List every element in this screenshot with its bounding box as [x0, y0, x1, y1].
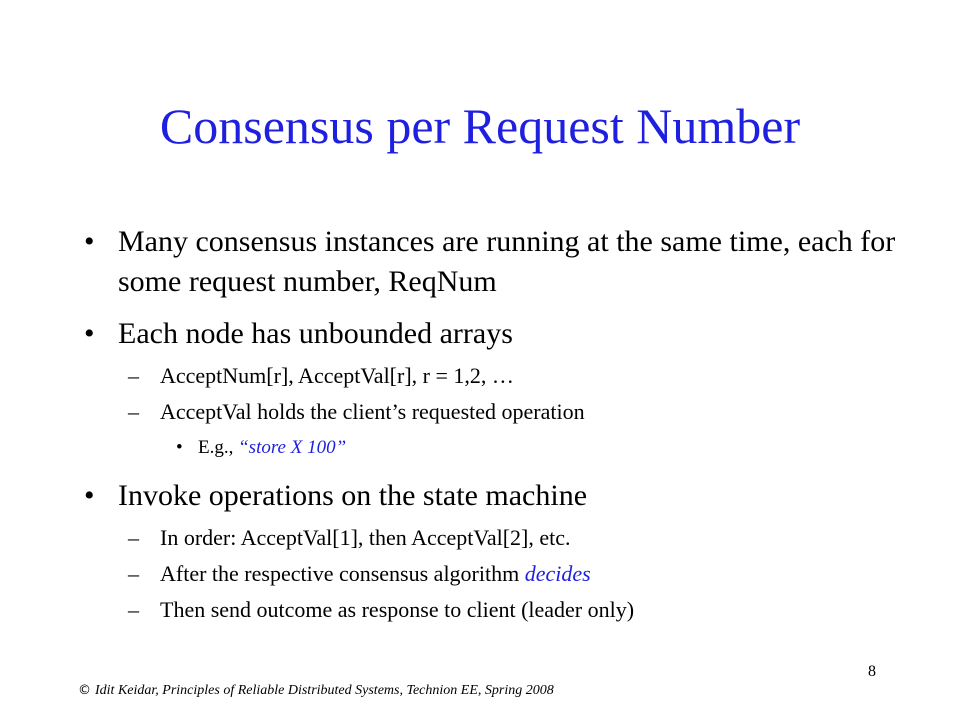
- sub-bullet-item: [78, 360, 898, 392]
- footer-text: Idit Keidar, Principles of Reliable Distributed Systems, Technion EE, Spring 2008: [95, 683, 554, 698]
- sub-bullet-text: Then send outcome as response to client (leader only): [160, 597, 635, 622]
- bullet-glyph: •: [84, 479, 95, 512]
- example-quote: “store X 100”: [238, 437, 347, 458]
- dash-glyph: –: [128, 597, 139, 622]
- bullet-item: [78, 476, 898, 516]
- bullet-item: [78, 314, 898, 354]
- dash-glyph: –: [128, 363, 139, 388]
- example-prefix: E.g.,: [198, 437, 239, 458]
- bullet-text: Many consensus instances are running at the same time, each for some request number, ReqNum: [118, 225, 896, 298]
- bullet-glyph: •: [176, 437, 183, 458]
- copyright-icon: ©: [78, 683, 91, 698]
- sub-bullet-item: [78, 396, 898, 428]
- sub-bullet-text: In order: AcceptVal[1], then AcceptVal[2], etc.: [160, 525, 571, 550]
- page-number: 8: [868, 663, 876, 680]
- sub-bullet-item: [78, 594, 898, 626]
- bullet-glyph: •: [84, 317, 95, 350]
- bullet-text: Invoke operations on the state machine: [118, 479, 588, 512]
- dash-glyph: –: [128, 399, 139, 424]
- sub-bullet-text: AcceptNum[r], AcceptVal[r], r = 1,2, …: [160, 363, 514, 388]
- sub-bullet-text: After the respective consensus algorithm: [160, 561, 525, 586]
- bullet-glyph: •: [84, 225, 95, 258]
- decides-emphasis: decides: [524, 561, 591, 586]
- bullet-item: [78, 222, 898, 302]
- dash-glyph: –: [128, 561, 139, 586]
- sub-bullet-item: [78, 522, 898, 554]
- slide-title: Consensus per Request Number: [159, 98, 801, 154]
- bullet-list: [78, 222, 898, 630]
- dash-glyph: –: [128, 525, 139, 550]
- sub-sub-bullet-item: [78, 432, 898, 464]
- sub-bullet-text: AcceptVal holds the client’s requested operation: [160, 399, 585, 424]
- bullet-text: Each node has unbounded arrays: [118, 317, 513, 350]
- sub-bullet-item: [78, 558, 898, 590]
- footer: [78, 682, 554, 700]
